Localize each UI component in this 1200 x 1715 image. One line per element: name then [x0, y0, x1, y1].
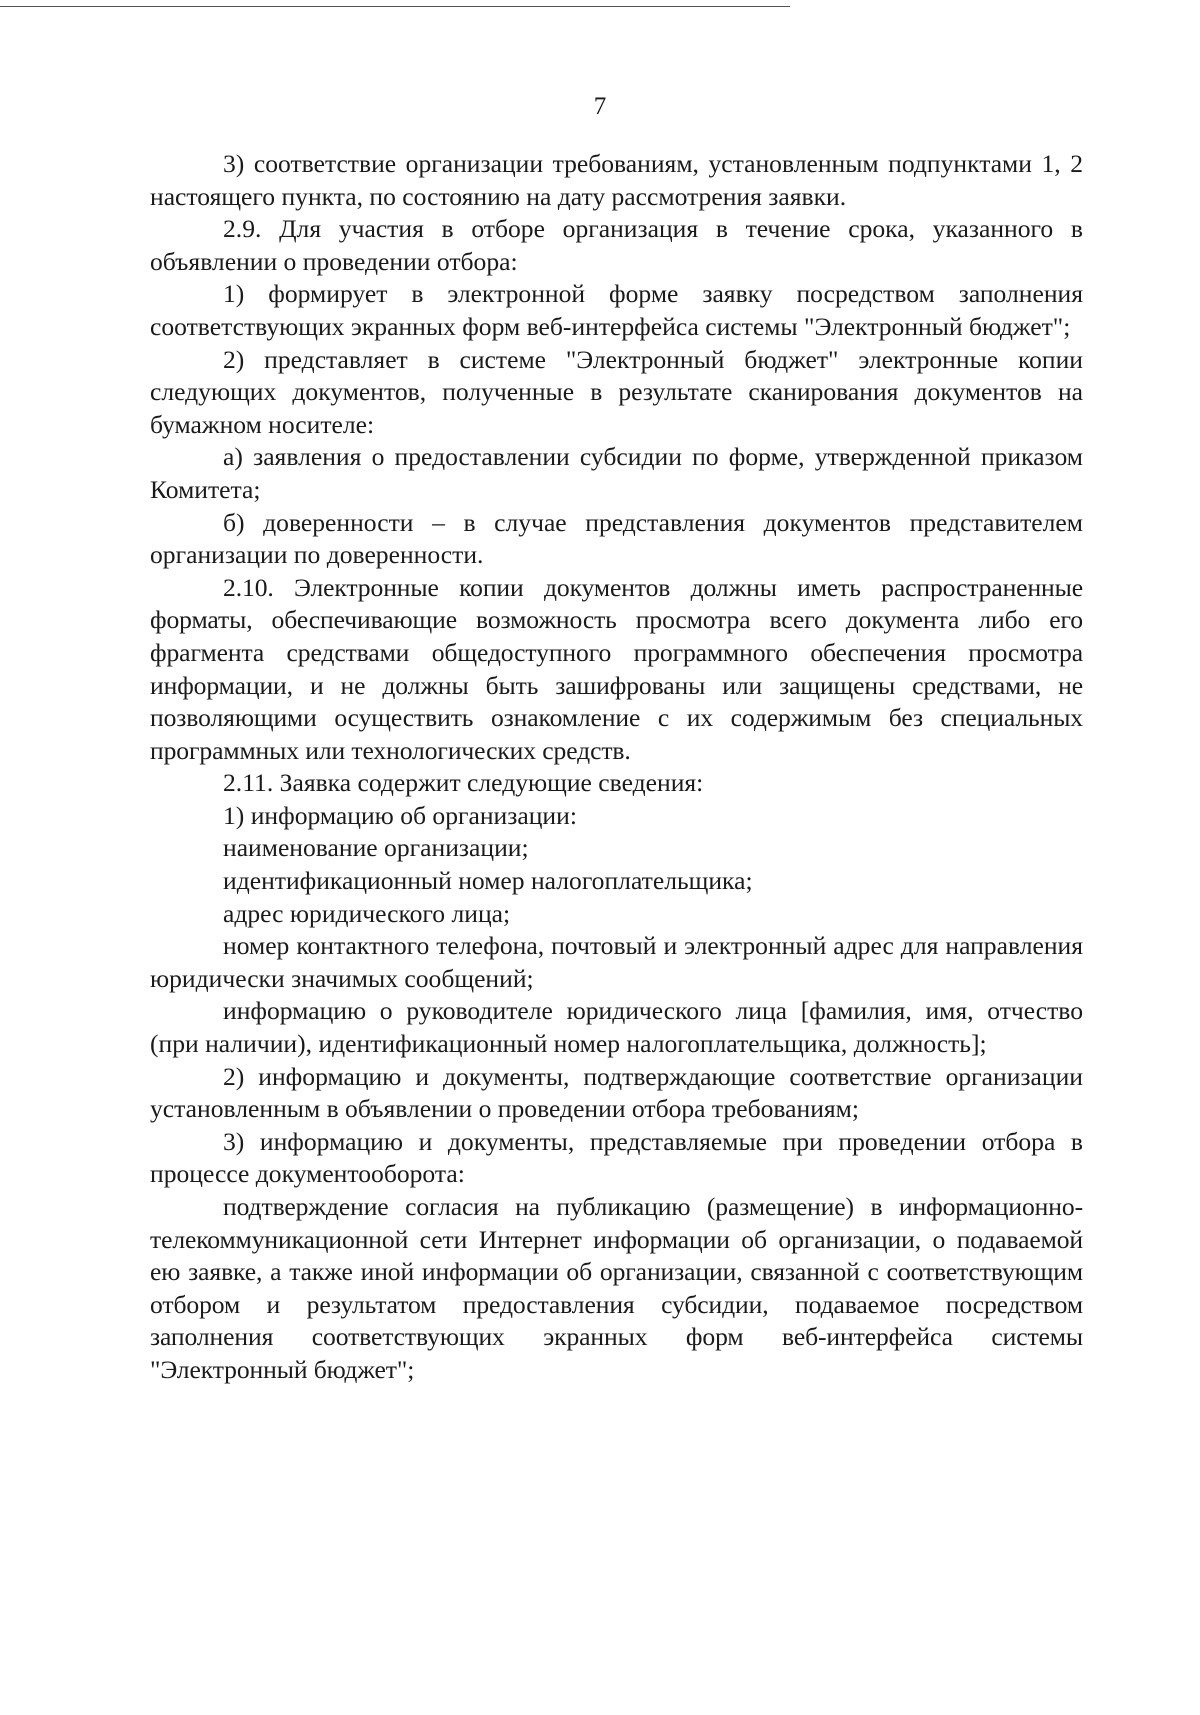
paragraph-2-11-item-2: 2) информацию и документы, подтверждающие соответствие организации установленным в объявлении о проведении отбора требованиям;: [150, 1061, 1083, 1124]
paragraph-2-11-item-1: 1) информацию об организации:: [223, 800, 577, 830]
scan-edge-line: [0, 6, 790, 7]
paragraph-2-10: 2.10. Электронные копии документов должны иметь распространенные форматы, обеспечивающие возможность просмотра всего документа либо его фрагмента средствами общедоступного программного обеспечения просмотра информации, и не должны быть зашифрованы или защищены средствами, не позволяющими осуществить ознакомление с их содержимым без специальных программных или технологических средств.: [150, 572, 1083, 765]
paragraph-2-9-item-b: б) доверенности – в случае представления документов представителем организации по доверенности.: [150, 507, 1083, 570]
paragraph-publication-consent: подтверждение согласия на публикацию (размещение) в информационно-телекоммуникационной сети Интернет информации об организации, о подаваемой ею заявке, а также иной информации об организации, связанной с соответствующим отбором и результатом предоставления субсидии, подаваемое посредством заполнения соответствующих экранных форм веб-интерфейса системы "Электронный бюджет";: [150, 1192, 1083, 1384]
paragraph-head-info: информацию о руководителе юридического лица [фамилия, имя, отчество (при наличии), идентификационный номер налогоплательщика, должность];: [150, 996, 1083, 1059]
paragraph-org-name: наименование организации;: [223, 833, 529, 863]
paragraph-2-11: 2.11. Заявка содержит следующие сведения:: [223, 768, 704, 798]
paragraph-2-9-item-a: а) заявления о предоставлении субсидии по форме, утвержденной приказом Комитета;: [150, 442, 1083, 504]
paragraph-contacts: номер контактного телефона, почтовый и электронный адрес для направления юридически значимых сообщений;: [150, 931, 1083, 993]
document-body: [150, 148, 1083, 1387]
paragraph-2-9: 2.9. Для участия в отборе организация в течение срока, указанного в объявлении о проведении отбора:: [150, 214, 1083, 276]
paragraph-3-compliance: 3) соответствие организации требованиям, установленным подпунктами 1, 2 настоящего пункта, по состоянию на дату рассмотрения заявки.: [150, 149, 1083, 211]
paragraph-2-11-item-3: 3) информацию и документы, представляемые при проведении отбора в процессе документооборота:: [150, 1126, 1083, 1189]
paragraph-2-9-item-1: 1) формирует в электронной форме заявку посредством заполнения соответствующих экранных форм веб-интерфейса системы "Электронный бюджет";: [150, 279, 1083, 341]
paragraph-legal-address: адрес юридического лица;: [223, 898, 511, 928]
paragraph-2-9-item-2: 2) представляет в системе "Электронный бюджет" электронные копии следующих документов, полученные в результате сканирования документов на бумажном носителе:: [150, 344, 1083, 439]
page-number: 7: [593, 93, 607, 120]
paragraph-inn: идентификационный номер налогоплательщика;: [223, 866, 753, 896]
